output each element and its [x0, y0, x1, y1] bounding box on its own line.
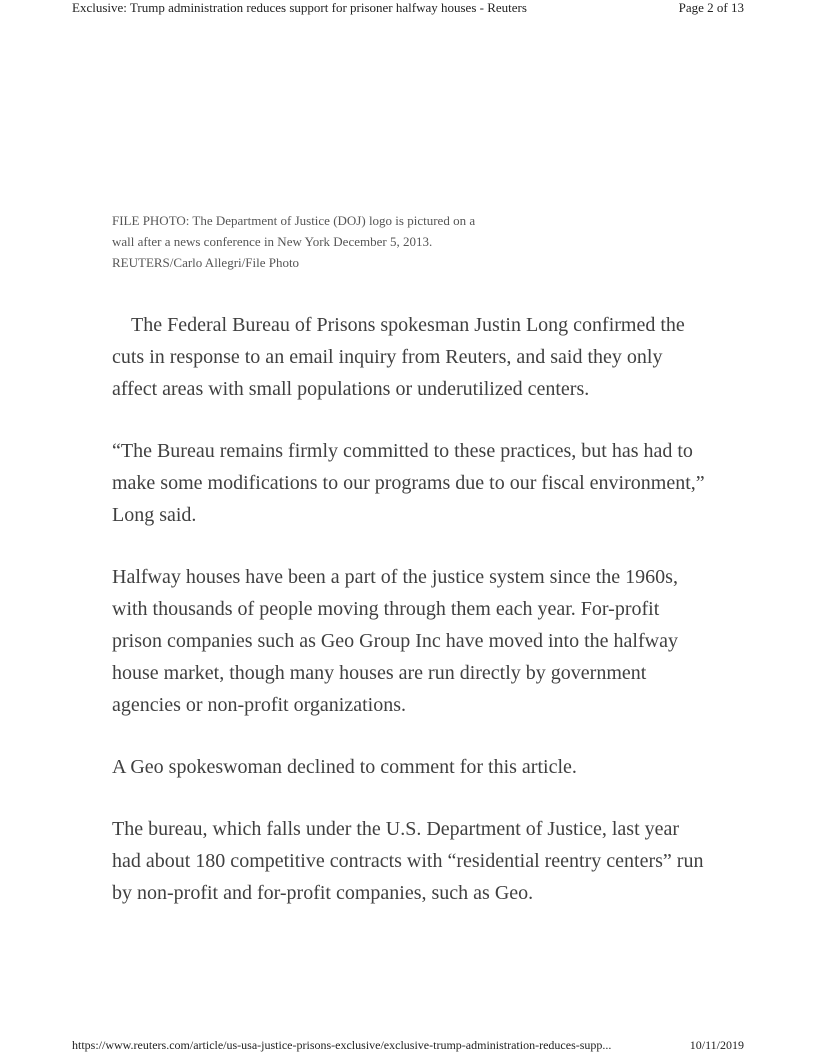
- article-paragraph: The bureau, which falls under the U.S. Department of Justice, last year had about 180 competitive contracts with “residential reentry centers” run by non-profit and for-profit companies, such as Geo.: [112, 818, 704, 904]
- print-header: [0, 0, 816, 20]
- photo-caption: [112, 210, 532, 273]
- article-paragraph: “The Bureau remains firmly committed to these practices, but has had to make some modifications to our programs due to our fiscal environment,” Long said.: [112, 440, 705, 526]
- page-title: Exclusive: Trump administration reduces support for prisoner halfway houses - Reuters: [72, 0, 527, 15]
- caption-credit: REUTERS/Carlo Allegri/File Photo: [112, 255, 300, 270]
- print-date: 10/11/2019: [689, 1038, 744, 1052]
- article-body: [112, 309, 712, 939]
- article-paragraph: Halfway houses have been a part of the justice system since the 1960s, with thousands of people moving through them each year. For-profit prison companies such as Geo Group Inc have moved into the halfway house market, though many houses are run directly by government agencies or non-profit organizations.: [112, 566, 678, 716]
- article-paragraph: A Geo spokeswoman declined to comment for this article.: [112, 756, 577, 778]
- caption-line: FILE PHOTO: The Department of Justice (DOJ) logo is pictured on a: [112, 213, 476, 228]
- page-number: Page 2 of 13: [678, 0, 744, 15]
- page-url[interactable]: https://www.reuters.com/article/us-usa-justice-prisons-exclusive/exclusive-trump-administration-reduces-supp...: [72, 1038, 612, 1052]
- article-paragraph: The Federal Bureau of Prisons spokesman Justin Long confirmed the cuts in response to an email inquiry from Reuters, and said they only affect areas with small populations or underutilized centers.: [112, 314, 685, 400]
- print-footer: [0, 1038, 816, 1056]
- article-photo: [112, 30, 704, 200]
- caption-line: wall after a news conference in New York December 5, 2013.: [112, 234, 433, 249]
